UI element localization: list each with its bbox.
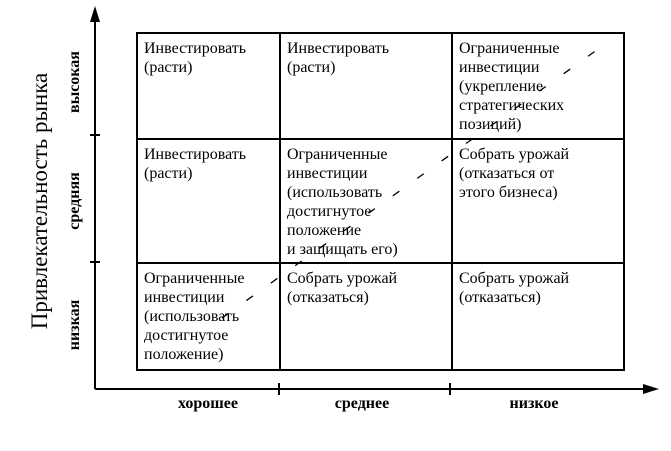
matrix-cell: Собрать урожай (отказаться от этого бизнеса) — [453, 140, 623, 264]
x-level-low: низкое — [509, 395, 559, 412]
matrix-cell: Инвестировать (расти) — [281, 34, 453, 140]
strategy-matrix — [136, 32, 625, 371]
matrix-cell: Ограниченные инвестиции (использовать достигнутое положение) — [138, 264, 281, 369]
matrix-cell: Собрать урожай (отказаться) — [281, 264, 453, 369]
y-axis-arrow-icon — [90, 6, 100, 22]
matrix-cell: Ограниченные инвестиции (укрепление стратегических позиций) — [453, 34, 623, 140]
y-level-low: низкая — [66, 299, 83, 351]
x-axis-arrow-icon — [643, 384, 659, 394]
x-level-medium: среднее — [334, 395, 390, 412]
y-level-medium: средняя — [66, 172, 83, 230]
y-level-high: высокая — [66, 51, 83, 113]
matrix-cell: Собрать урожай (отказаться) — [459, 270, 570, 306]
matrix-cell: Инвестировать (расти) — [138, 34, 281, 140]
matrix-cell: Инвестировать (расти) — [138, 140, 281, 264]
matrix-cell: Ограниченные инвестиции (использовать достигнутое положение и защищать его) — [281, 140, 453, 264]
y-axis-label: Привлекательность рынка — [27, 72, 52, 330]
x-level-good: хорошее — [178, 395, 238, 412]
